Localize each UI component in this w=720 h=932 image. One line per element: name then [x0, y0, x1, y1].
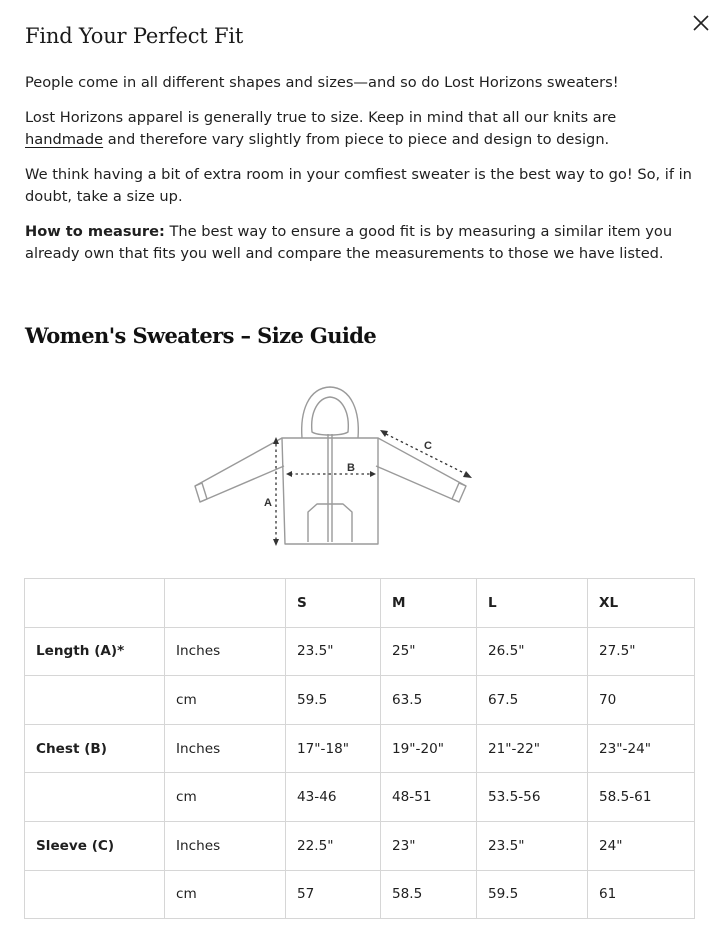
value-cell: 53.5-56	[477, 773, 588, 822]
value-cell: 59.5	[286, 676, 381, 725]
table-header-cell	[25, 579, 165, 628]
value-cell: 24"	[588, 821, 695, 870]
table-header-cell: XL	[588, 579, 695, 628]
value-cell: 57	[286, 870, 381, 919]
value-cell: 23.5"	[477, 821, 588, 870]
row-label: Chest (B)	[25, 724, 165, 773]
intro-p2-text-b: and therefore vary slightly from piece to piece and design to design.	[103, 131, 610, 148]
row-label: Sleeve (C)	[25, 821, 165, 870]
table-row	[25, 870, 695, 919]
row-label	[25, 676, 165, 725]
table-header-cell: L	[477, 579, 588, 628]
value-cell: 70	[588, 676, 695, 725]
how-to-measure-text: The best way to ensure a good fit is by measuring a similar item you already own that fits you well and compare the measurements to those we have listed.	[25, 222, 673, 262]
row-label	[25, 870, 165, 919]
how-to-measure-label: How to measure:	[25, 222, 165, 240]
close-icon	[693, 15, 709, 31]
value-cell: 17"-18"	[286, 724, 381, 773]
value-cell: 22.5"	[286, 821, 381, 870]
table-header-cell: S	[286, 579, 381, 628]
value-cell: 23.5"	[286, 627, 381, 676]
value-cell: 23"	[381, 821, 477, 870]
table-header-row	[25, 579, 695, 628]
unit-cell: Inches	[165, 724, 286, 773]
value-cell: 19"-20"	[381, 724, 477, 773]
value-cell: 43-46	[286, 773, 381, 822]
row-label	[25, 773, 165, 822]
table-header-cell: M	[381, 579, 477, 628]
intro-paragraph-4	[25, 221, 695, 266]
unit-cell: cm	[165, 676, 286, 725]
value-cell: 21"-22"	[477, 724, 588, 773]
value-cell: 58.5	[381, 870, 477, 919]
value-cell: 67.5	[477, 676, 588, 725]
diagram-label-a: A	[264, 497, 272, 509]
unit-cell: cm	[165, 870, 286, 919]
value-cell: 26.5"	[477, 627, 588, 676]
value-cell: 61	[588, 870, 695, 919]
diagram-label-b: B	[347, 462, 355, 474]
row-label: Length (A)*	[25, 627, 165, 676]
value-cell: 59.5	[477, 870, 588, 919]
close-button[interactable]	[688, 10, 714, 36]
value-cell: 25"	[381, 627, 477, 676]
intro-paragraph-2	[25, 107, 695, 152]
table-row	[25, 627, 695, 676]
value-cell: 27.5"	[588, 627, 695, 676]
table-row	[25, 821, 695, 870]
modal-title: Find Your Perfect Fit	[25, 24, 244, 48]
diagram-label-c: C	[424, 440, 432, 452]
intro-paragraph-1: People come in all different shapes and sizes—and so do Lost Horizons sweaters!	[25, 74, 619, 91]
size-table	[24, 578, 695, 919]
value-cell: 58.5-61	[588, 773, 695, 822]
intro-p2-text-a: Lost Horizons apparel is generally true to size. Keep in mind that all our knits are	[25, 108, 617, 126]
value-cell: 23"-24"	[588, 724, 695, 773]
unit-cell: Inches	[165, 821, 286, 870]
handmade-link[interactable]: handmade	[25, 131, 104, 148]
table-row	[25, 676, 695, 725]
value-cell: 48-51	[381, 773, 477, 822]
table-row	[25, 773, 695, 822]
unit-cell: cm	[165, 773, 286, 822]
table-row	[25, 724, 695, 773]
table-header-cell	[165, 579, 286, 628]
hoodie-measurement-diagram	[190, 382, 480, 550]
intro-text	[25, 72, 695, 278]
value-cell: 63.5	[381, 676, 477, 725]
unit-cell: Inches	[165, 627, 286, 676]
size-guide-title: Women's Sweaters – Size Guide	[25, 323, 377, 348]
intro-paragraph-3: We think having a bit of extra room in your comfiest sweater is the best way to go! So, if in doubt, take a size up.	[25, 165, 692, 205]
